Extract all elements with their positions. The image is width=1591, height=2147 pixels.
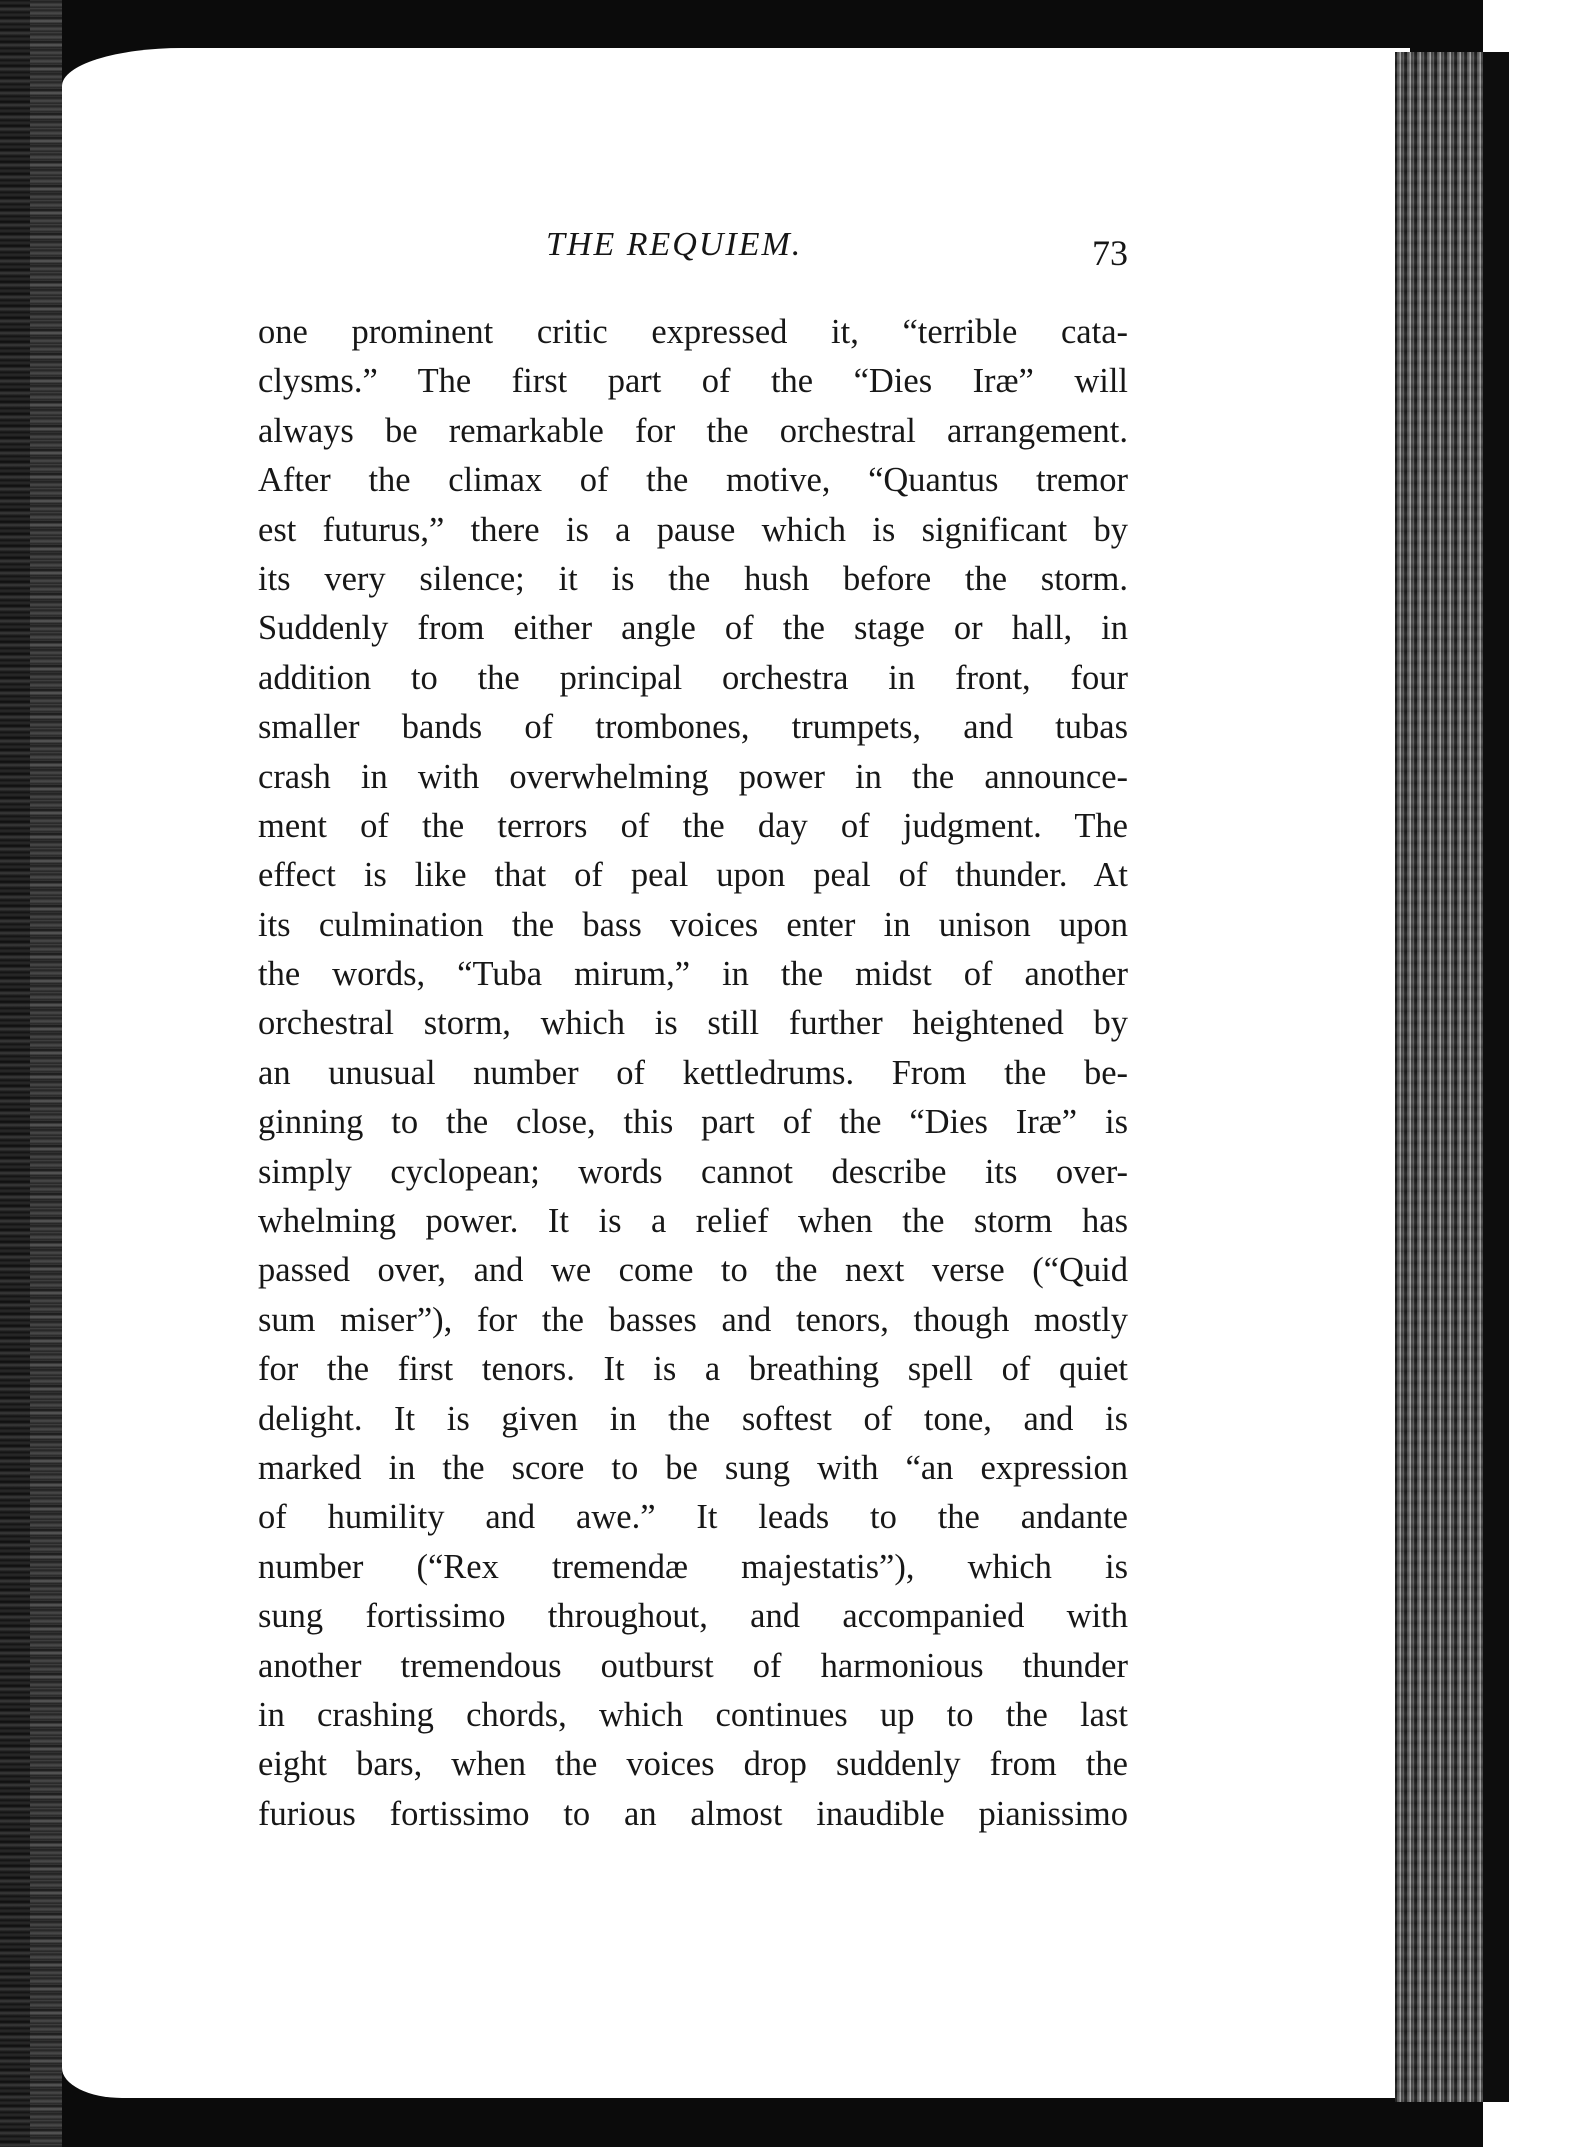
- text-line: ginning to the close, this part of the “Dies Iræ” is: [258, 1103, 1128, 1142]
- text-line: orchestral storm, which is still further heightened by: [258, 1004, 1128, 1043]
- text-line: whelming power. It is a relief when the storm has: [258, 1202, 1128, 1241]
- right-margin: [1483, 0, 1591, 2147]
- text-line: always be remarkable for the orchestral arrangement.: [258, 411, 1128, 450]
- text-line: an unusual number of kettledrums. From the be-: [258, 1053, 1128, 1092]
- text-line: for the first tenors. It is a breathing spell of quiet: [258, 1350, 1128, 1389]
- text-line: its culmination the bass voices enter in unison upon: [258, 905, 1128, 944]
- text-line: its very silence; it is the hush before the storm.: [258, 559, 1128, 598]
- text-line: clysms.” The first part of the “Dies Iræ” will: [258, 362, 1128, 401]
- text-line: eight bars, when the voices drop suddenly from the: [258, 1745, 1128, 1784]
- text-line: smaller bands of trombones, trumpets, and tubas: [258, 708, 1128, 747]
- text-line: furious fortissimo to an almost inaudible pianissimo: [258, 1794, 1128, 1833]
- running-title: THE REQUIEM.: [546, 226, 803, 263]
- text-line: sum miser”), for the basses and tenors, though mostly: [258, 1300, 1128, 1339]
- text-line: the words, “Tuba mirum,” in the midst of another: [258, 955, 1128, 994]
- page-stack-edge: [1395, 52, 1483, 2102]
- text-line: one prominent critic expressed it, “terrible cata-: [258, 313, 1128, 351]
- text-line: crash in with overwhelming power in the announce-: [258, 757, 1128, 796]
- text-line: marked in the score to be sung with “an expression: [258, 1448, 1128, 1487]
- text-line: another tremendous outburst of harmonious thunder: [258, 1646, 1128, 1685]
- text-line: number (“Rex tremendæ majestatis”), which is: [258, 1547, 1128, 1586]
- text-line: delight. It is given in the softest of tone, and is: [258, 1399, 1128, 1438]
- text-line: passed over, and we come to the next verse (“Quid: [258, 1251, 1128, 1290]
- text-line: addition to the principal orchestra in front, four: [258, 658, 1128, 697]
- text-line: Suddenly from either angle of the stage or hall, in: [258, 609, 1128, 648]
- text-line: in crashing chords, which continues up to the last: [258, 1695, 1128, 1734]
- text-line: ment of the terrors of the day of judgment. The: [258, 806, 1128, 845]
- body-text: [258, 308, 1128, 1839]
- text-line: of humility and awe.” It leads to the andante: [258, 1498, 1128, 1537]
- page-number: 73: [1092, 233, 1128, 273]
- text-line: After the climax of the motive, “Quantus tremor: [258, 461, 1128, 500]
- text-line: sung fortissimo throughout, and accompanied with: [258, 1597, 1128, 1636]
- text-line: est futurus,” there is a pause which is significant by: [258, 510, 1128, 549]
- running-head: [258, 226, 1128, 276]
- text-line: effect is like that of peal upon peal of thunder. At: [258, 856, 1128, 895]
- book-binding-edge: [0, 0, 62, 2147]
- text-line: simply cyclopean; words cannot describe its over-: [258, 1152, 1128, 1191]
